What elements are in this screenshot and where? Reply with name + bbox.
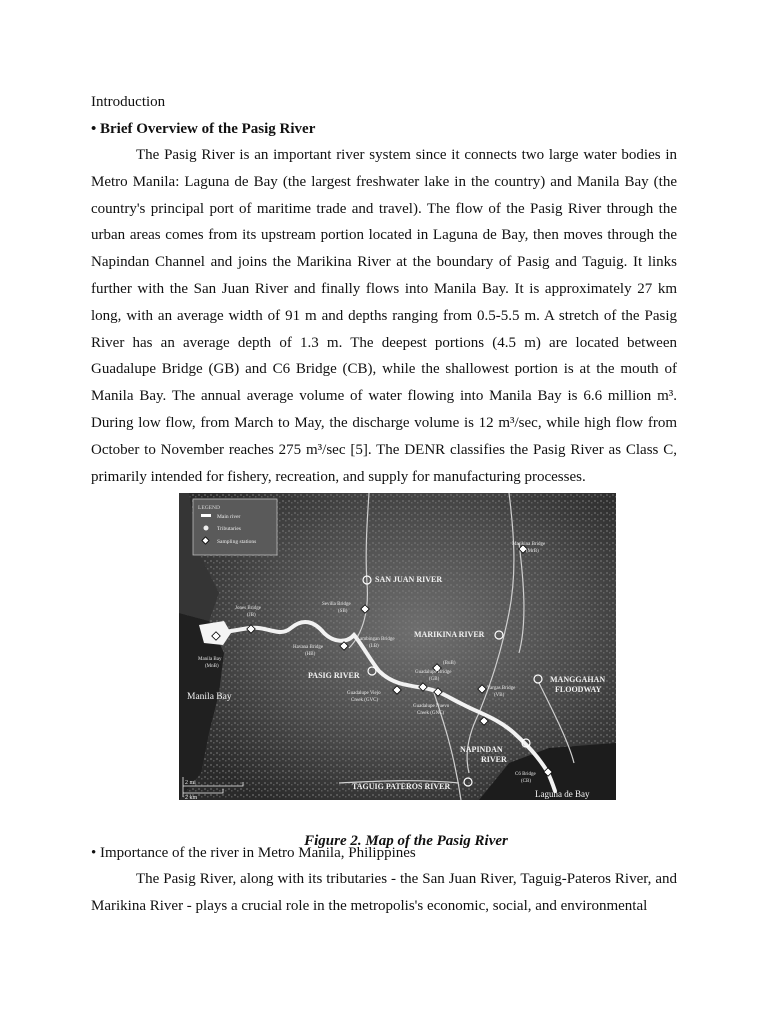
- station-jones-bridge: Jones Bridge: [235, 606, 261, 611]
- station-guadalupe-nuevo-2: Creek (GNC): [417, 711, 445, 716]
- station-vargas-bridge: Vargas Bridge: [487, 686, 516, 691]
- label-manggahan-2: FLOODWAY: [555, 685, 602, 694]
- station-c6-code: (CB): [521, 779, 531, 784]
- station-lambingan-bridge: Lambingan Bridge: [357, 637, 395, 642]
- station-lambingan-code: (LB): [369, 644, 379, 649]
- station-havana-bridge: Havana Bridge: [293, 645, 324, 650]
- legend-item-tributaries: Tributaries: [217, 526, 241, 532]
- station-vargas-code: (VB): [494, 693, 505, 698]
- station-guadalupe-bridge: Guadalupe Bridge: [415, 670, 452, 675]
- section-heading: Introduction: [91, 94, 166, 110]
- station-manila-bay: Manila Bay: [198, 657, 222, 662]
- station-sevilla-bridge: Sevilla Bridge: [322, 602, 351, 607]
- overview-paragraph: The Pasig River is an important river system since it connects two large water bodies in Metro Manila: Laguna de Bay (the largest freshwater lake in the country) and Manila Bay (the country's principal port of maritime trade and travel). The flow of the Pasig River through the urban areas comes from its upstream portion located in Laguna de Bay, then moves through the Napindan Channel and joins the Marikina River at the boundary of Pasig and Taguig. It links further with the San Juan River and finally flows into Manila Bay. It is approximately 27 km long, with an average width of 91 m and depths ranging from 0.5-5.5 m. A stretch of the Pasig River has an average depth of 1.3 m. The deepest portions (4.5 m) are located between Guadalupe Bridge (GB) and C6 Bridge (CB), while the shallowest portion is at the mouth of Manila Bay. The annual average volume of water flowing into Manila Bay is 6.6 million m³. During low flow, from March to May, the discharge volume is 12 m³/sec, while high flow from October to November reaches 275 m³/sec [5]. The DENR classifies the Pasig River as Class C, primarily intended for fishery, recreation, and supply for manufacturing processes.: [91, 147, 677, 485]
- label-marikina-river: MARIKINA RIVER: [414, 630, 485, 639]
- station-jones-code: (JB): [247, 613, 256, 618]
- station-guadalupe-code: (GB): [429, 677, 440, 682]
- station-manila-bay-code: (MnB): [205, 664, 219, 669]
- scale-km: 2 km: [185, 795, 198, 800]
- overview-bullet: • Brief Overview of the Pasig River: [91, 121, 316, 137]
- station-guadalupe-viejo-1: Guadalupe Viejo: [347, 691, 381, 696]
- station-c6-bridge: C6 Bridge: [515, 772, 536, 777]
- station-marikina-code: (MrB): [526, 549, 539, 554]
- legend-title: LEGEND: [198, 505, 220, 511]
- station-sevilla-code: (SB): [338, 609, 348, 614]
- label-manggahan-1: MANGGAHAN: [550, 675, 606, 684]
- label-napindan-2: RIVER: [481, 755, 507, 764]
- station-bu-code: (BuB): [443, 661, 456, 666]
- scale-miles: 2 mi: [185, 780, 196, 786]
- label-napindan-1: NAPINDAN: [460, 745, 503, 754]
- label-san-juan-river: SAN JUAN RIVER: [375, 575, 443, 584]
- label-laguna-de-bay: Laguna de Bay: [535, 789, 590, 799]
- legend-item-sampling-stations: Sampling stations: [217, 539, 257, 545]
- station-marikina-bridge: Marikina Bridge: [512, 542, 546, 547]
- importance-paragraph: The Pasig River, along with its tributaries - the San Juan River, Taguig-Pateros River, and Marikina River - plays a crucial role in the metropolis's economic, social, and environmental: [91, 871, 677, 914]
- station-guadalupe-viejo-2: Creek (GVC): [351, 698, 379, 703]
- station-havana-code: (HB): [305, 652, 316, 657]
- label-manila-bay: Manila Bay: [187, 692, 232, 702]
- label-taguig-pateros-river: TAGUIG PATEROS RIVER: [352, 782, 451, 791]
- figure-caption: Figure 2. Map of the Pasig River: [304, 833, 508, 849]
- legend-item-main-river: Main river: [217, 514, 241, 520]
- pasig-river-map: [179, 493, 616, 800]
- map-legend: [193, 499, 277, 555]
- station-guadalupe-nuevo-1: Guadalupe Nuevo: [413, 704, 450, 709]
- importance-bullet: • Importance of the river in Metro Manila, Philippines: [91, 845, 416, 861]
- label-pasig-river: PASIG RIVER: [308, 671, 360, 680]
